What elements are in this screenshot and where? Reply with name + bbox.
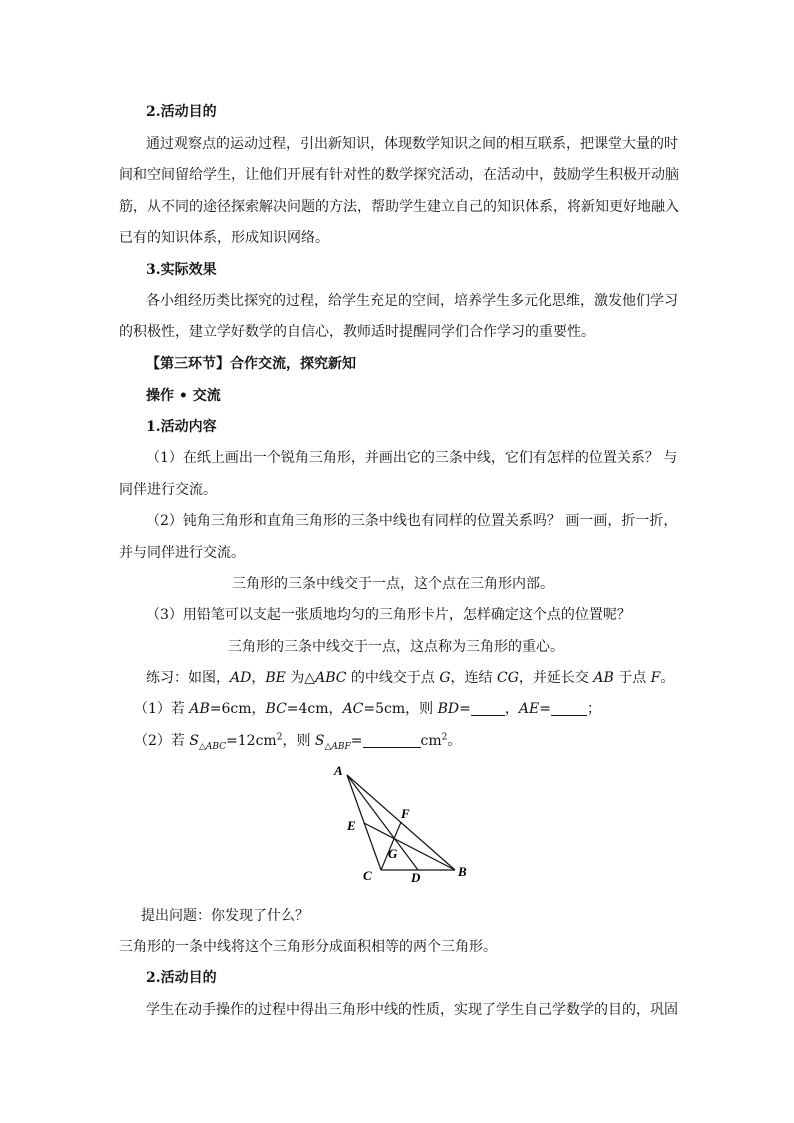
question-2-line: （2）钝角三角形和直角三角形的三条中线也有同样的位置关系吗？ 画一画，折一折， xyxy=(146,513,678,529)
paragraph-line: 各小组经历类比探究的过程，给学生充足的空间，培养学生多元化思维，激发他们学习 xyxy=(146,293,678,309)
paragraph-line: 筋，从不同的途径探索解决问题的方法，帮助学生建立自己的知识体系，将新知更好地融入 xyxy=(119,199,679,215)
section-title-third-stage: 【第三环节】合作交流，探究新知 xyxy=(146,356,356,372)
label-c: C xyxy=(363,868,372,883)
question-1-line: 同伴进行交流。 xyxy=(119,482,217,498)
paragraph-line: 间和空间留给学生，让他们开展有针对性的数学探究活动，在活动中，鼓励学生积极开动脑 xyxy=(119,167,679,183)
question-2-answer: 三角形的三条中线交于一点，这个点在三角形内部。 xyxy=(232,576,554,592)
triangle-median-figure xyxy=(320,755,480,890)
question-3-answer: 三角形的三条中线交于一点，这点称为三角形的重心。 xyxy=(228,639,564,655)
section-heading-activity-purpose-2: 2.活动目的 xyxy=(146,970,217,986)
label-g: G xyxy=(388,846,398,861)
median-ad xyxy=(347,775,418,870)
answer-blank-area xyxy=(363,733,421,748)
question-3-line: （3）用铅笔可以支起一张质地均匀的三角形卡片，怎样确定这个点的位置呢？ xyxy=(146,607,631,623)
paragraph-line: 的积极性，建立学好数学的自信心，教师适时提醒同学们合作学习的重要性。 xyxy=(119,324,595,340)
label-e: E xyxy=(347,818,356,833)
question-2-line: 并与同伴进行交流。 xyxy=(119,545,245,561)
paragraph-line: 通过观察点的运动过程，引出新知识，体现数学知识之间的相互联系，把课堂大量的时 xyxy=(146,136,678,152)
conclusion-text: 三角形的一条中线将这个三角形分成面积相等的两个三角形。 xyxy=(119,939,497,955)
question-discovery: 提出问题：你发现了什么？ xyxy=(141,908,309,924)
answer-blank-bd xyxy=(471,701,505,716)
section-heading-activity-content: 1.活动内容 xyxy=(146,419,217,435)
paragraph-line: 学生在动手操作的过程中得出三角形中线的性质，实现了学生自己学数学的目的，巩固 xyxy=(146,1002,678,1018)
question-1-line: （1）在纸上画出一个锐角三角形，并画出它的三条中线，它们有怎样的位置关系？ 与 xyxy=(146,450,678,466)
subtitle-operation-exchange: 操作 • 交流 xyxy=(146,388,221,404)
section-heading-actual-effect: 3.实际效果 xyxy=(146,262,217,278)
paragraph-line: 已有的知识体系，形成知识网络。 xyxy=(119,230,329,246)
exercise-1: （1）若 AB=6cm，BC=4cm，AC=5cm，则 BD= ，AE= ； xyxy=(134,701,601,717)
exercise-2: （2）若 $S_{\triangle ABC}=12cm^2$，则 $S_{\triangle ABF}= cm^2$。 xyxy=(134,732,462,752)
label-b: B xyxy=(458,864,467,879)
label-f: F xyxy=(401,806,410,821)
section-heading-activity-purpose: 2.活动目的 xyxy=(146,104,217,120)
label-d: D xyxy=(411,870,421,885)
practice-statement: 练习：如图，AD，BE 为△ABC 的中线交于点 G，连结 CG，并延长交 AB 于点 F。 xyxy=(146,670,675,686)
label-a: A xyxy=(334,763,343,778)
answer-blank-ae xyxy=(551,701,587,716)
